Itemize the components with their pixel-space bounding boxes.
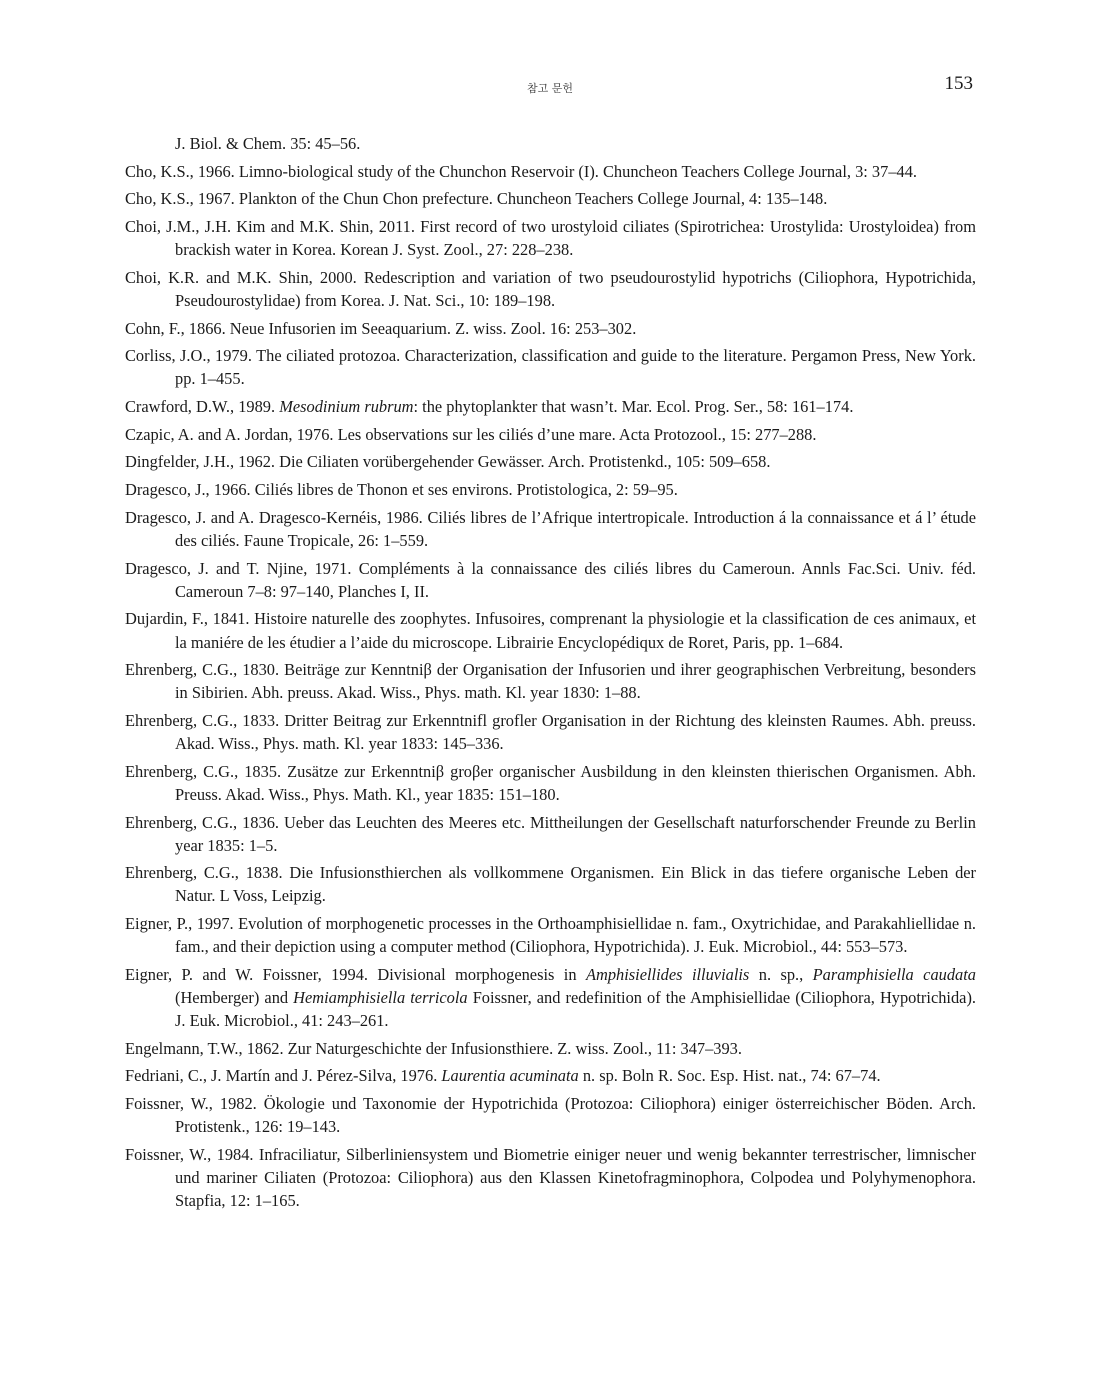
reference-text: Eigner, P. and W. Foissner, 1994. Divisional morphogenesis in: [125, 964, 586, 984]
reference-text: Ehrenberg, C.G., 1833. Dritter Beitrag zur Erkenntnifl grofler Organisation in der Richtung des kleinsten Raumes. Abh. preuss. Akad. Wiss., Phys. math. Kl. year 1833: 145–336.: [125, 710, 976, 754]
reference-entry: [125, 132, 976, 155]
reference-text: Ehrenberg, C.G., 1835. Zusätze zur Erkenntniβ groβer organischer Ausbildung in den kleinsten thierischen Organismen. Abh. Preuss. Akad. Wiss., Phys. Math. Kl., year 1835: 151–180.: [125, 761, 976, 804]
reference-entry: [125, 187, 976, 210]
reference-list: [125, 132, 976, 1217]
reference-text: Fedriani, C., J. Martín and J. Pérez-Silva, 1976.: [125, 1066, 442, 1086]
reference-entry: [125, 344, 976, 390]
reference-text: Cho, K.S., 1966. Limno-biological study of the Chunchon Reservoir (I). Chuncheon Teachers College Journal, 3: 37–44.: [125, 161, 917, 181]
reference-italic-text: Paramphisiella caudata: [812, 964, 976, 984]
reference-italic-text: Amphisiellides illuvialis: [586, 964, 750, 984]
page-header: [0, 0, 1100, 110]
reference-entry: [125, 607, 976, 653]
reference-entry: [125, 658, 976, 704]
reference-entry: [125, 811, 976, 857]
reference-text: Crawford, D.W., 1989.: [125, 397, 280, 417]
reference-entry: [125, 317, 976, 340]
reference-text: Czapic, A. and A. Jordan, 1976. Les observations sur les ciliés d’une mare. Acta Protozool., 15: 277–288.: [125, 424, 817, 444]
reference-text: Ehrenberg, C.G., 1836. Ueber das Leuchten des Meeres etc. Mittheilungen der Gesellschaft naturforschender Freunde zu Berlin year 1835: 1–5.: [125, 812, 976, 855]
reference-entry: [125, 1064, 976, 1087]
reference-text: Dragesco, J. and A. Dragesco-Kernéis, 1986. Ciliés libres de l’Afrique intertropicale. Introduction á la connaissance et á l’ étude des ciliés. Faune Tropicale, 26: 1–559.: [125, 507, 976, 550]
reference-text: Ehrenberg, C.G., 1830. Beiträge zur Kenntniβ der Organisation der Infusorien und ihrer geographischen Verbreitung, besonders in Sibirien. Abh. preuss. Akad. Wiss., Phys. math. Kl. year 1830: 1–88.: [125, 660, 976, 703]
reference-italic-text: Mesodinium rubrum: [279, 397, 414, 417]
reference-text: J. Biol. & Chem. 35: 45–56.: [175, 134, 361, 153]
reference-entry: [125, 709, 976, 755]
reference-text: Dujardin, F., 1841. Histoire naturelle des zoophytes. Infusoires, comprenant la physiologie et la classification de ces animaux, et la maniére de les étudier a l’aide du microscope. Librairie Encyclopédiqux de Roret, Paris, pp. 1–684.: [125, 609, 976, 652]
reference-text: Choi, J.M., J.H. Kim and M.K. Shin, 2011. First record of two urostyloid ciliates (Spirotrichea: Urostylida: Urostyloidea) from brackish water in Korea. Korean J. Syst. Zool., 27: 228–238.: [125, 217, 976, 260]
page-number: 153: [944, 73, 973, 94]
reference-entry: [125, 912, 976, 958]
reference-text: Foissner, and redefinition of the Amphisiellidae (Ciliophora, Hypotrichida). J. Euk. Microbiol., 41: 243–261.: [175, 987, 976, 1031]
reference-entry: [125, 506, 976, 552]
reference-text: (Hemberger) and: [175, 987, 294, 1007]
reference-entry: [125, 395, 976, 418]
reference-text: Cohn, F., 1866. Neue Infusorien im Seeaquarium. Z. wiss. Zool. 16: 253–302.: [125, 318, 637, 338]
reference-entry: [125, 963, 976, 1032]
reference-entry: [125, 266, 976, 312]
reference-text: n. sp. Boln R. Soc. Esp. Hist. nat., 74: 67–74.: [578, 1066, 881, 1086]
reference-entry: [125, 450, 976, 473]
reference-text: : the phytoplankter that wasn’t. Mar. Ecol. Prog. Ser., 58: 161–174.: [413, 397, 854, 417]
reference-entry: [125, 861, 976, 907]
reference-text: Cho, K.S., 1967. Plankton of the Chun Chon prefecture. Chuncheon Teachers College Journal, 4: 135–148.: [125, 189, 828, 209]
reference-entry: [125, 215, 976, 261]
reference-entry: [125, 557, 976, 603]
reference-text: Foissner, W., 1982. Ökologie und Taxonomie der Hypotrichida (Protozoa: Ciliophora) einiger österreichischer Böden. Arch. Protistenk., 126: 19–143.: [125, 1094, 976, 1137]
reference-text: Choi, K.R. and M.K. Shin, 2000. Redescription and variation of two pseudourostylid hypotrichs (Ciliophora, Hypotrichida, Pseudourostylidae) from Korea. J. Nat. Sci., 10: 189–198.: [125, 267, 976, 310]
reference-italic-text: Laurentia acuminata: [441, 1066, 579, 1086]
reference-entry: [125, 423, 976, 446]
reference-text: Dragesco, J. and T. Njine, 1971. Compléments à la connaissance des ciliés libres du Cameroun. Annls Fac.Sci. Univ. féd. Cameroun 7–8: 97–140, Planches I, II.: [125, 558, 976, 601]
reference-text: n. sp.,: [749, 964, 813, 984]
reference-entry: [125, 760, 976, 806]
reference-text: Engelmann, T.W., 1862. Zur Naturgeschichte der Infusionsthiere. Z. wiss. Zool., 11: 347–393.: [125, 1038, 742, 1058]
reference-text: Foissner, W., 1984. Infraciliatur, Silberliniensystem und Biometrie einiger neuer und wenig bekannter terrestrischer, limnischer und mariner Ciliaten (Protozoa: Ciliophora) aus den Klassen Kinetofragminophora, Colpodea und Polyhymenophora. Stapfia, 12: 1–165.: [125, 1144, 976, 1211]
reference-text: Dingfelder, J.H., 1962. Die Ciliaten vorübergehender Gewässer. Arch. Protistenkd., 105: 509–658.: [125, 452, 771, 472]
reference-entry: [125, 1143, 976, 1212]
running-title: 참고 문헌: [526, 82, 573, 95]
reference-text: Corliss, J.O., 1979. The ciliated protozoa. Characterization, classification and guide to the literature. Pergamon Press, New York. pp. 1–455.: [125, 346, 976, 389]
reference-text: Ehrenberg, C.G., 1838. Die Infusionsthierchen als vollkommene Organismen. Ein Blick in das tiefere organische Leben der Natur. L Voss, Leipzig.: [125, 863, 976, 906]
reference-entry: [125, 1092, 976, 1138]
reference-entry: [125, 478, 976, 501]
reference-entry: [125, 1037, 976, 1060]
reference-text: Eigner, P., 1997. Evolution of morphogenetic processes in the Orthoamphisiellidae n. fam., Oxytrichidae, and Parakahliellidae n. fam., and their depiction using a computer method (Ciliophora, Hypotrichida). J. Euk. Microbiol., 44: 553–573.: [125, 914, 976, 957]
reference-entry: [125, 160, 976, 183]
reference-italic-text: Hemiamphisiella terricola: [293, 987, 468, 1007]
reference-text: Dragesco, J., 1966. Ciliés libres de Thonon et ses environs. Protistologica, 2: 59–95.: [125, 480, 678, 500]
